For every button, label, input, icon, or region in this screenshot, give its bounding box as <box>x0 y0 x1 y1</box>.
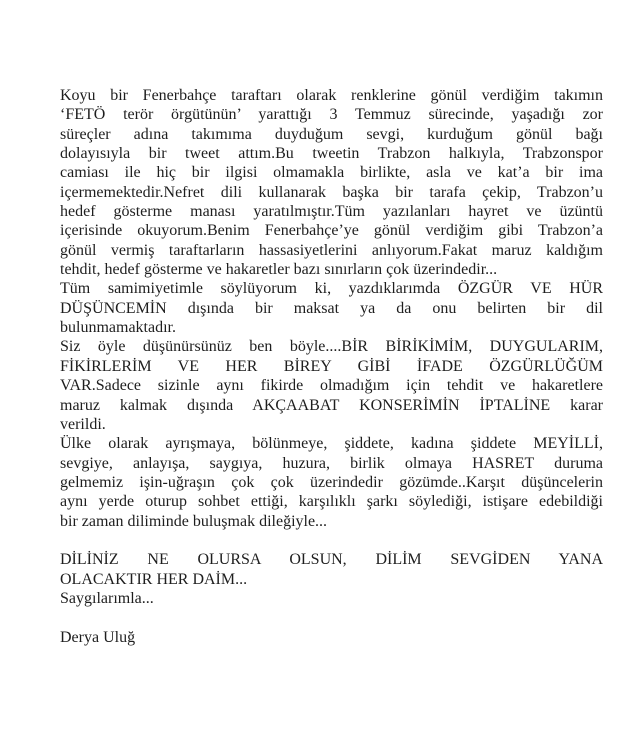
text-line: VAR.Sadece sizinle aynı fikirde olmadığım için tehdit ve hakaretlere <box>60 377 603 395</box>
text-line: Ülke olarak ayrışmaya, bölünmeye, şiddete, kadına şiddete MEYİLLİ, <box>60 435 603 453</box>
statement-text <box>60 86 603 647</box>
paragraph-2 <box>60 279 603 337</box>
text-line: tehdit, hedef gösterme ve hakaretler bazı sınırların çok üzerindedir... <box>60 261 498 279</box>
text-line: Derya Uluğ <box>60 628 136 646</box>
signature <box>60 628 603 647</box>
text-line: Saygılarımla... <box>60 589 154 607</box>
text-line: bulunmamaktadır. <box>60 319 176 337</box>
text-line: ‘FETÖ terör örgütünün’ yarattığı 3 Temmuz sürecinde, yaşadığı zor <box>60 106 603 124</box>
text-line: bir zaman diliminde buluşmak dileğiyle... <box>60 512 328 530</box>
paragraph-1 <box>60 86 603 279</box>
text-line: gönül vermiş taraftarların hassasiyetlerini anlıyorum.Fakat maruz kaldığım <box>60 241 603 259</box>
text-line: sevgiye, anlayışa, saygıya, huzura, birlik olmaya HASRET duruma <box>60 454 603 472</box>
text-line: Koyu bir Fenerbahçe taraftarı olarak renklerine gönül verdiğim takımın <box>60 87 603 104</box>
text-line: Siz öyle düşünürsünüz ben böyle....BİR BİRİKİMİM, DUYGULARIM, <box>60 338 603 356</box>
text-line: Tüm samimiyetimle söylüyorum ki, yazdıklarımda ÖZGÜR VE HÜR <box>60 280 603 298</box>
text-line: dolayısıyla bir tweet attım.Bu tweetin Trabzon halkıyla, Trabzonspor <box>60 145 603 163</box>
text-line: camiası ile hiç bir ilgisi olmamakla birlikte, asla ve kat’a bir ima <box>60 164 603 182</box>
text-line: gelmemiz işin-uğraşın çok çok üzerindedir gözümde..Karşıt düşüncelerin <box>60 473 603 491</box>
closing-statement <box>60 550 603 589</box>
salutation <box>60 589 603 608</box>
text-line: verildi. <box>60 415 106 433</box>
text-line: içermemektedir.Nefret dili kullanarak başka bir tarafa çekip, Trabzon’u <box>60 183 603 201</box>
text-line: maruz kalmak dışında AKÇAABAT KONSERİMİN İPTALİNE karar <box>60 396 603 414</box>
text-line: DÜŞÜNCEMİN dışında bir maksat ya da onu belirten bir dil <box>60 299 603 317</box>
text-line: süreçler adına takımıma duyduğum sevgi, kurduğum gönül bağı <box>60 125 603 143</box>
paragraph-4 <box>60 434 603 531</box>
text-line: aynı yerde oturup sohbet ettiği, karşılıklı şarkı söylediği, istişare edebildiği <box>60 493 603 511</box>
text-line: OLACAKTIR HER DAİM... <box>60 570 248 588</box>
paragraph-3 <box>60 337 603 434</box>
text-line: hedef gösterme manası yaratılmıştır.Tüm yazılanları hayret ve üzüntü <box>60 203 603 221</box>
text-line: DİLİNİZ NE OLURSA OLSUN, DİLİM SEVGİDEN YANA <box>60 551 603 569</box>
text-line: FİKİRLERİM VE HER BİREY GİBİ İFADE ÖZGÜRLÜĞÜM <box>60 357 603 375</box>
text-line: içerisinde okuyorum.Benim Fenerbahçe’ye gönül verdiğim gibi Trabzon’a <box>60 222 603 240</box>
